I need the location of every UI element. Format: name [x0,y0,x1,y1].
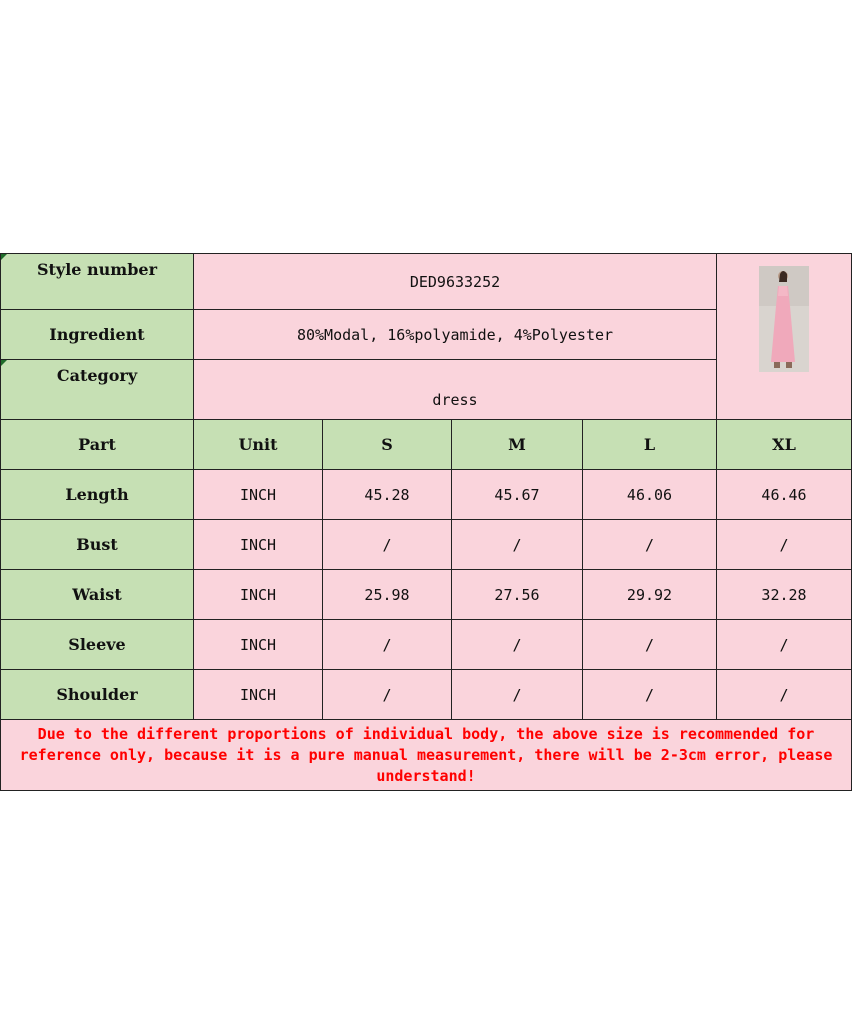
product-photo [759,266,809,372]
row-label: Length [1,470,194,520]
size-header-row [1,420,852,470]
category-value: dress [194,360,717,420]
ingredient-label: Ingredient [1,310,194,360]
note-row [1,720,852,791]
cell-value: / [717,620,852,670]
row-unit: INCH [194,470,323,520]
cell-value: / [323,620,452,670]
row-unit: INCH [194,570,323,620]
table-row [1,520,852,570]
row-unit: INCH [194,620,323,670]
cell-value: / [583,670,717,720]
style-row [1,254,852,310]
row-unit: INCH [194,520,323,570]
table-row [1,470,852,520]
ingredient-value: 80%Modal, 16%polyamide, 4%Polyester [194,310,717,360]
table-row [1,670,852,720]
header-unit: Unit [194,420,323,470]
cell-value: / [583,520,717,570]
cell-value: 29.92 [583,570,717,620]
style-number-label: Style number [1,254,194,310]
cell-value: / [452,620,583,670]
header-size-m: M [452,420,583,470]
style-number-value: DED9633252 [194,254,717,310]
row-label: Waist [1,570,194,620]
cell-value: 46.46 [717,470,852,520]
cell-value: 46.06 [583,470,717,520]
header-size-s: S [323,420,452,470]
table-row [1,570,852,620]
size-disclaimer-note: Due to the different proportions of individual body, the above size is recommended for reference only, because it is a pure manual measurement, there will be 2-3cm error, please understand! [1,720,852,791]
cell-value: / [717,670,852,720]
header-part: Part [1,420,194,470]
category-label: Category [1,360,194,420]
cell-value: / [452,520,583,570]
row-label: Shoulder [1,670,194,720]
product-photo-cell [717,254,852,420]
table-row [1,620,852,670]
cell-value: 45.67 [452,470,583,520]
row-unit: INCH [194,670,323,720]
cell-value: 45.28 [323,470,452,520]
cell-value: / [323,670,452,720]
header-size-l: L [583,420,717,470]
cell-value: / [323,520,452,570]
header-size-xl: XL [717,420,852,470]
size-chart-table [0,253,852,791]
cell-value: / [452,670,583,720]
row-label: Sleeve [1,620,194,670]
cell-value: / [583,620,717,670]
cell-value: 25.98 [323,570,452,620]
cell-value: / [717,520,852,570]
row-label: Bust [1,520,194,570]
cell-value: 32.28 [717,570,852,620]
cell-value: 27.56 [452,570,583,620]
